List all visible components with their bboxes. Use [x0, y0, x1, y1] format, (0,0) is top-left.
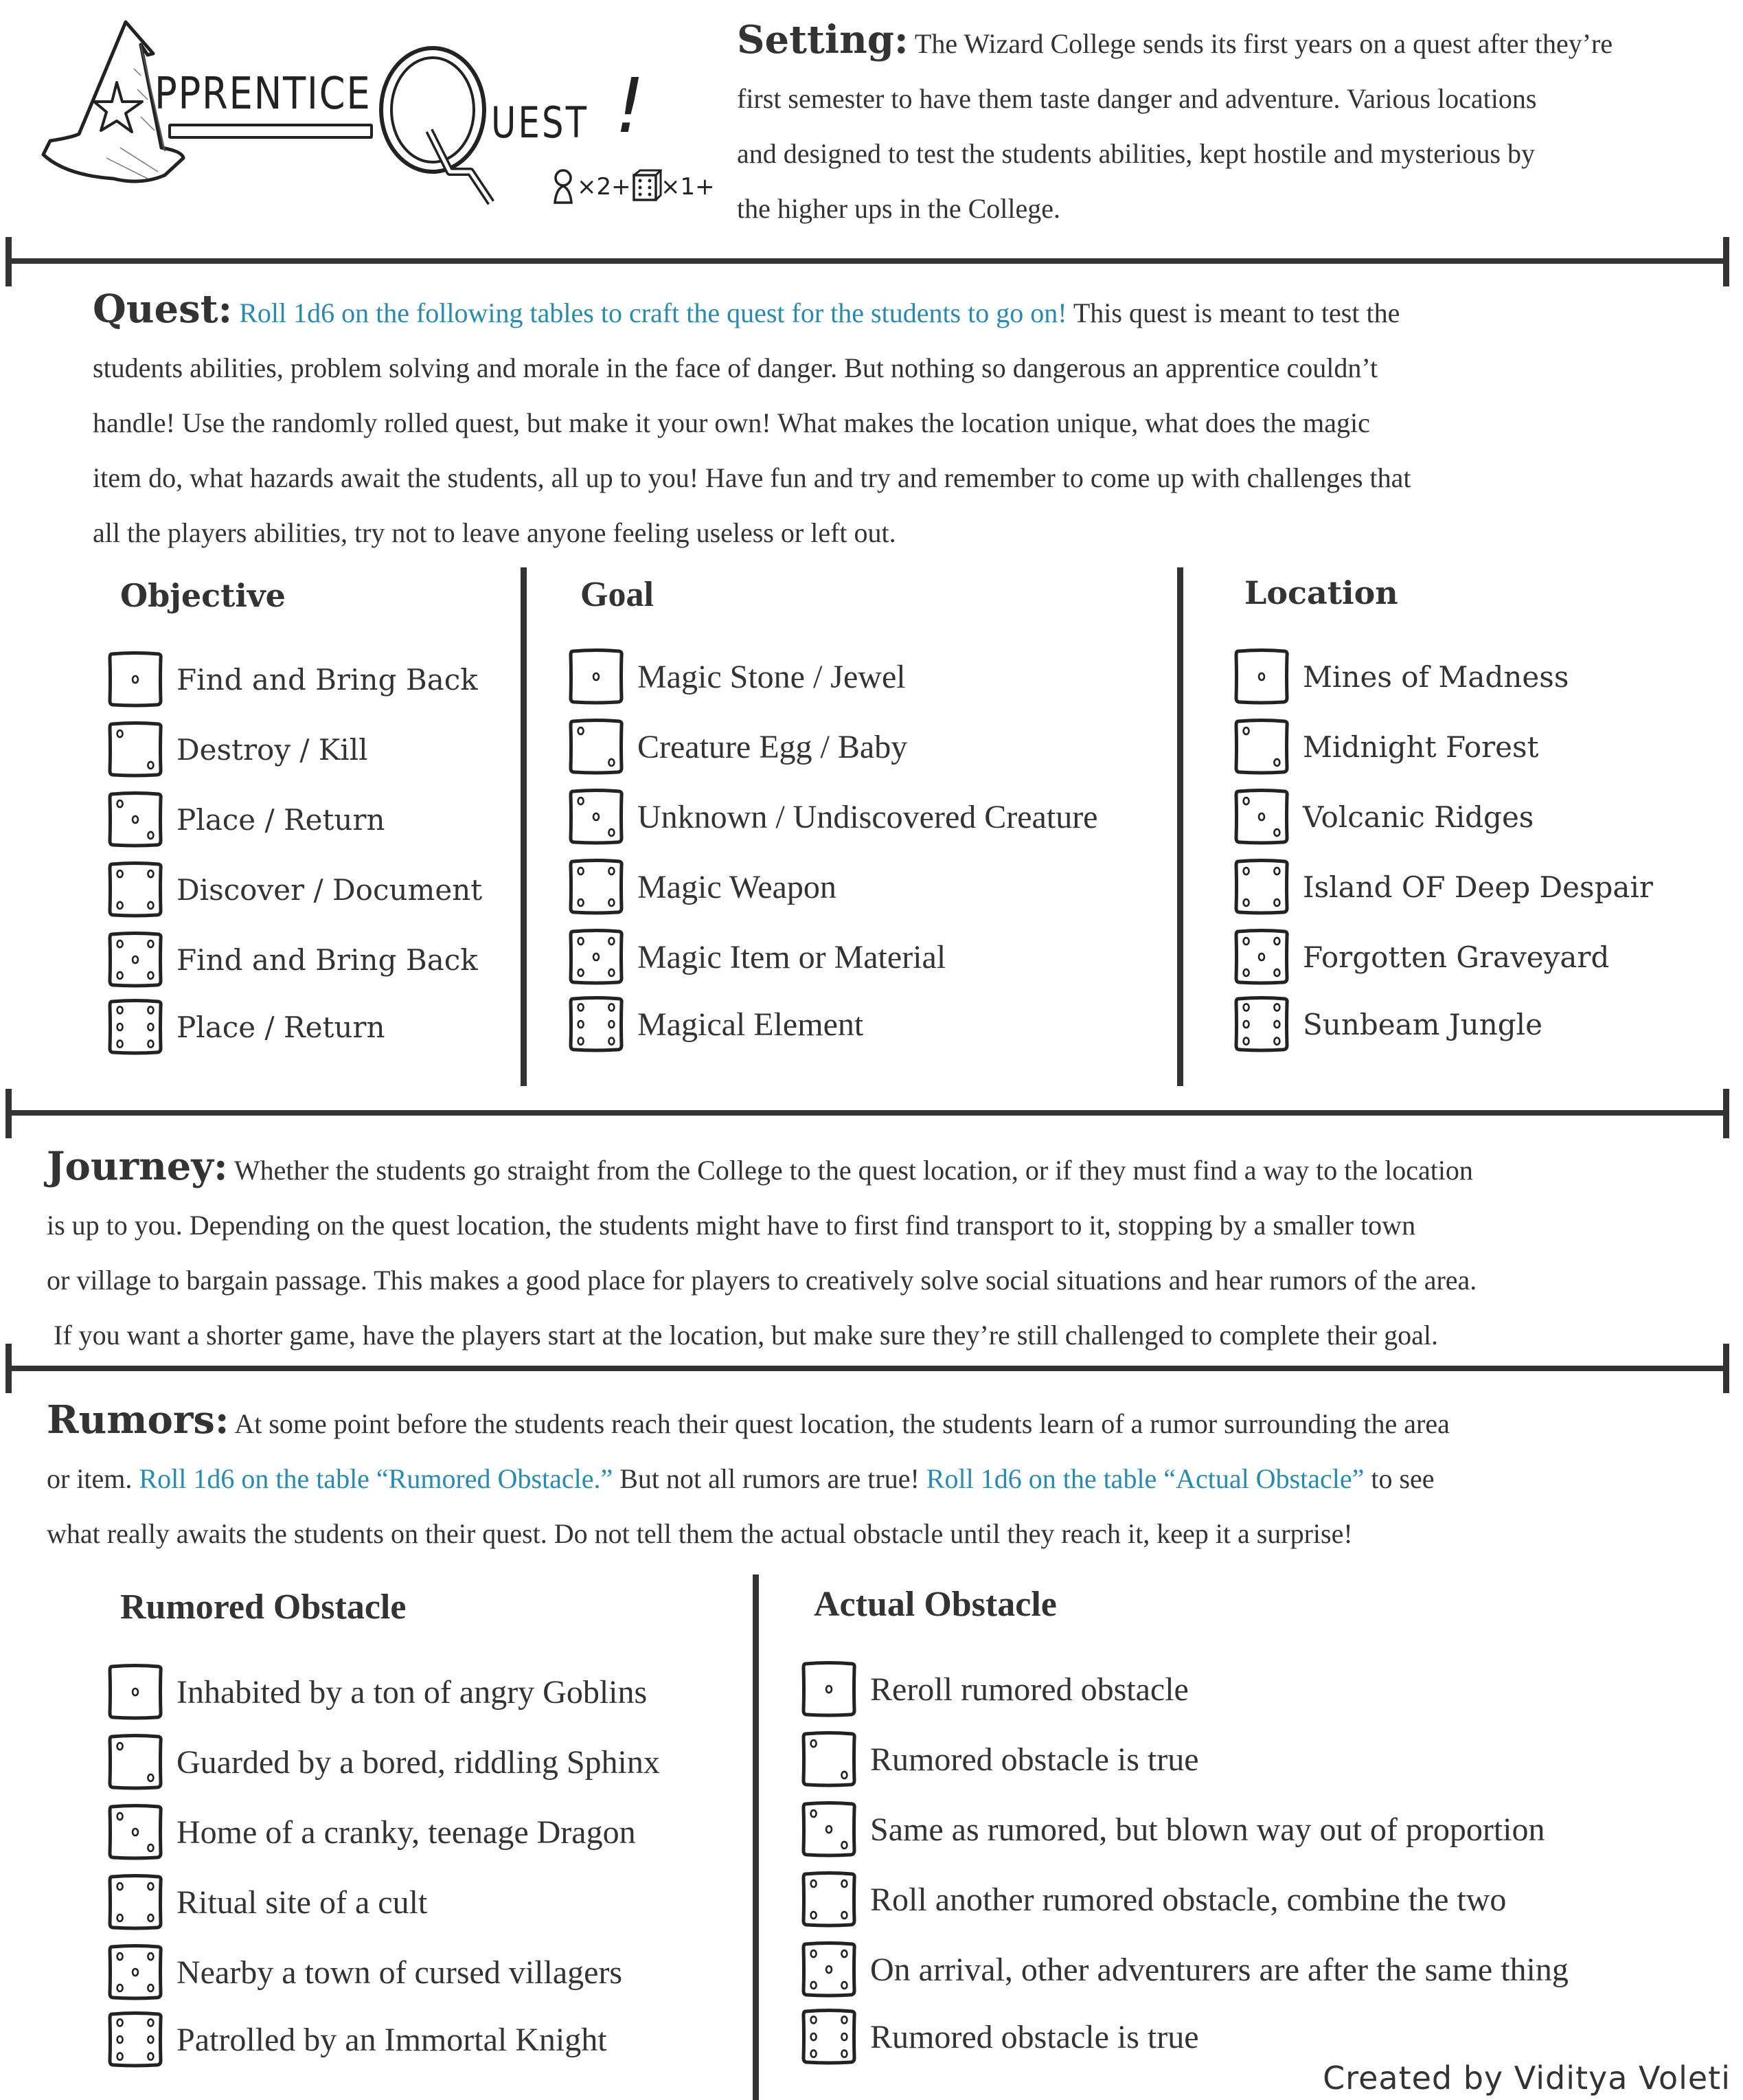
rumors-section: [47, 1392, 1450, 1561]
table-row-label: Same as rumored, but blown way out of proportion: [870, 1811, 1545, 1848]
table-row: [1234, 647, 1569, 706]
table-row-label: Discover / Document: [176, 872, 483, 907]
dice-count: ×1+: [661, 173, 715, 201]
table-row-label: Reroll rumored obstacle: [870, 1671, 1189, 1708]
table-row-label: Magic Weapon: [637, 868, 836, 905]
goal-table-title: Goal: [580, 575, 654, 614]
table-row-label: Guarded by a bored, riddling Sphinx: [176, 1743, 660, 1781]
table-row-label: Sunbeam Jungle: [1303, 1007, 1542, 1041]
table-row: [108, 1662, 647, 1721]
die-face-1-icon: [1234, 648, 1289, 705]
rumored-obstacle-title: Rumored Obstacle: [120, 1588, 407, 1627]
quest-text: This quest is meant to test the: [1067, 297, 1400, 328]
table-row-label: Ritual site of a cult: [176, 1884, 428, 1921]
table-row: [801, 1660, 1189, 1719]
table-row-label: Place / Return: [176, 1010, 385, 1044]
quest-section: [93, 282, 1411, 561]
journey-line-1: [47, 1139, 1477, 1198]
die-face-3-icon: [1234, 789, 1289, 845]
table-row: [569, 647, 906, 706]
table-row-label: Inhabited by a ton of angry Goblins: [176, 1673, 648, 1711]
die-face-4-icon: [569, 859, 624, 915]
table-row: [108, 930, 478, 989]
table-row-label: Find and Bring Back: [176, 942, 478, 977]
table-row: [1234, 857, 1653, 916]
die-face-5-icon: [801, 1941, 856, 1998]
rumors-text: or item.: [47, 1463, 139, 1494]
journey-line-4: If you want a shorter game, have the players start at the location, but make sure they’re still challenged to complete their goal.: [54, 1320, 1438, 1351]
logo-exclaim: !: [615, 62, 646, 150]
journey-line-2: is up to you. Depending on the quest location, the students might have to first find transport to it, stopping by a smaller town: [47, 1210, 1416, 1241]
die-face-4-icon: [801, 1871, 856, 1928]
quest-line-5: all the players abilities, try not to leave anyone feeling useless or left out.: [93, 517, 896, 548]
objective-table-title: Objective: [120, 577, 286, 614]
die-face-6-icon: [108, 999, 163, 1055]
quest-title: Quest:: [93, 286, 233, 332]
die-face-3-icon: [801, 1801, 856, 1858]
setting-title: Setting:: [737, 17, 909, 63]
die-face-3-icon: [108, 791, 163, 848]
die-face-6-icon: [1234, 996, 1289, 1052]
table-row: [108, 720, 368, 779]
table-row: [801, 1800, 1545, 1859]
table-row: [801, 1870, 1506, 1929]
table-row-label: Rumored obstacle is true: [870, 2018, 1199, 2055]
die-face-1-icon: [569, 648, 624, 705]
table-row: [801, 1730, 1199, 1789]
rumors-line-2: [47, 1452, 1450, 1506]
location-table-title: Location: [1244, 574, 1398, 611]
table-row-label: Patrolled by an Immortal Knight: [176, 2021, 607, 2058]
journey-line-3: or village to bargain passage. This makes a good place for players to creatively solve social situations and hear rumors of the area.: [47, 1265, 1477, 1296]
setting-line-4: the higher ups in the College.: [737, 193, 1061, 224]
pawn-icon: [549, 168, 578, 206]
die-face-2-icon: [108, 721, 163, 778]
table-row: [569, 995, 863, 1054]
players-count: ×2+: [577, 173, 631, 201]
setting-line-1: [737, 12, 1613, 71]
die-face-2-icon: [801, 1731, 856, 1787]
table-row-label: Island OF Deep Despair: [1303, 870, 1653, 904]
quest-line-2: students abilities, problem solving and morale in the face of danger. But nothing so dangerous an apprentice couldn’t: [93, 352, 1378, 383]
table-row-label: On arrival, other adventurers are after the same thing: [870, 1951, 1569, 1988]
quest-line-4: item do, what hazards await the students, all up to you! Have fun and try and remember to come up with challenges that: [93, 462, 1411, 493]
table-row: [569, 927, 946, 986]
journey-section: [47, 1139, 1477, 1363]
die-face-2-icon: [569, 719, 624, 775]
table-row-label: Magic Item or Material: [637, 938, 946, 975]
quest-instruction-highlight: Roll 1d6 on the following tables to craft the quest for the students to go on!: [239, 297, 1067, 328]
rumors-text: But not all rumors are true!: [613, 1463, 926, 1494]
table-row-label: Rumored obstacle is true: [870, 1741, 1199, 1778]
table-row-label: Volcanic Ridges: [1303, 800, 1534, 834]
table-row: [108, 650, 478, 709]
table-row: [801, 1940, 1569, 1999]
quest-line-1: [93, 282, 1411, 341]
journey-text: Whether the students go straight from the College to the quest location, or if they must find a way to the location: [233, 1155, 1473, 1186]
die-face-5-icon: [569, 929, 624, 985]
table-row-label: Magical Element: [637, 1006, 864, 1043]
die-face-2-icon: [1234, 719, 1289, 775]
table-row: [1234, 927, 1609, 986]
table-row-label: Home of a cranky, teenage Dragon: [176, 1814, 636, 1851]
die-icon: [632, 168, 662, 203]
die-face-3-icon: [108, 1804, 163, 1860]
logo-quest-text: UEST: [491, 98, 589, 148]
column-divider: [521, 567, 527, 1086]
die-face-6-icon: [108, 2011, 163, 2068]
die-face-3-icon: [569, 789, 624, 845]
die-face-4-icon: [108, 861, 163, 918]
column-divider: [753, 1574, 759, 2100]
quest-line-3: handle! Use the randomly rolled quest, but make it your own! What makes the location unique, what does the magic: [93, 407, 1370, 438]
actual-obstacle-instruction: Roll 1d6 on the table “Actual Obstacle”: [926, 1463, 1365, 1494]
die-face-1-icon: [108, 1664, 163, 1720]
table-row-label: Unknown / Undiscovered Creature: [637, 798, 1098, 835]
table-row: [108, 790, 385, 849]
logo: [27, 14, 714, 220]
table-row-label: Mines of Madness: [1303, 659, 1569, 694]
table-row: [108, 997, 385, 1057]
rumors-text: to see: [1364, 1463, 1435, 1494]
die-face-2-icon: [108, 1734, 163, 1790]
table-row: [1234, 787, 1534, 846]
actual-obstacle-title: Actual Obstacle: [814, 1585, 1057, 1624]
table-row-label: Magic Stone / Jewel: [637, 658, 906, 695]
table-row-label: Find and Bring Back: [176, 662, 478, 697]
table-row-label: Place / Return: [176, 802, 385, 837]
rumors-line-1: [47, 1392, 1450, 1452]
table-row: [801, 2007, 1199, 2066]
setting-line-2: first semester to have them taste danger and adventure. Various locations: [737, 83, 1537, 114]
rumors-line-3: what really awaits the students on their quest. Do not tell them the actual obstacle until they reach it, keep it a surprise!: [47, 1518, 1353, 1549]
setting-section: [737, 12, 1613, 236]
setting-text: The Wizard College sends its first years on a quest after they’re: [914, 28, 1613, 59]
table-row-label: Forgotten Graveyard: [1303, 940, 1610, 974]
table-row-label: Creature Egg / Baby: [637, 728, 908, 765]
table-row: [569, 857, 836, 916]
die-face-4-icon: [108, 1874, 163, 1930]
die-face-6-icon: [801, 2009, 856, 2065]
table-row: [108, 1873, 427, 1932]
rumors-text: At some point before the students reach their quest location, the students learn of a rumor surrounding the area: [234, 1408, 1450, 1439]
die-face-5-icon: [108, 1944, 163, 2000]
table-row: [1234, 717, 1538, 776]
table-row: [108, 2010, 607, 2069]
table-row: [569, 787, 1097, 846]
journey-title: Journey:: [47, 1144, 228, 1189]
die-face-1-icon: [108, 651, 163, 708]
table-row-label: Midnight Forest: [1303, 730, 1539, 764]
table-row: [569, 717, 907, 776]
table-row: [108, 1803, 636, 1862]
column-divider: [1177, 567, 1183, 1086]
table-row-label: Roll another rumored obstacle, combine the two: [870, 1881, 1507, 1918]
table-row: [108, 1732, 660, 1792]
die-face-5-icon: [1234, 929, 1289, 985]
table-row-label: Nearby a town of cursed villagers: [176, 1954, 623, 1991]
rumored-obstacle-instruction: Roll 1d6 on the table “Rumored Obstacle.”: [139, 1463, 613, 1494]
die-face-5-icon: [108, 932, 163, 988]
table-row: [108, 860, 482, 919]
credit-text: Created by Viditya Voleti: [1323, 2059, 1731, 2097]
table-row: [1234, 995, 1542, 1054]
setting-line-3: and designed to test the students abilities, kept hostile and mysterious by: [737, 138, 1536, 169]
table-row: [108, 1943, 622, 2002]
logo-underline: [168, 124, 373, 139]
die-face-1-icon: [801, 1661, 856, 1717]
die-face-6-icon: [569, 996, 624, 1052]
die-face-4-icon: [1234, 859, 1289, 915]
logo-apprentice-text: PPRENTICE: [155, 69, 372, 120]
table-row-label: Destroy / Kill: [176, 732, 368, 767]
rumors-title: Rumors:: [47, 1397, 229, 1443]
